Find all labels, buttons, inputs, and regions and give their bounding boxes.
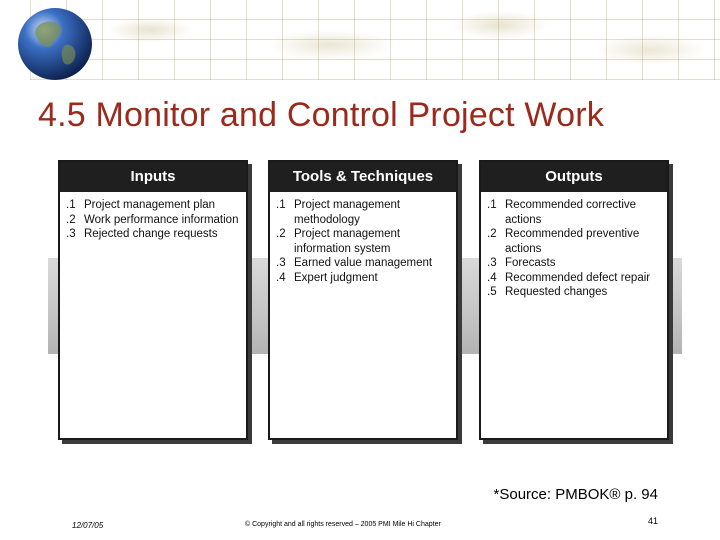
- source-citation: *Source: PMBOK® p. 94: [493, 486, 658, 503]
- list-item: .4 Expert judgment: [276, 271, 378, 284]
- list-item: .3 Rejected change requests: [66, 228, 218, 240]
- list-item: .1 Project management methodology: [276, 199, 401, 226]
- list-item: .3 Forecasts: [487, 257, 556, 269]
- outputs-heading: Outputs: [481, 162, 667, 192]
- list-item: .1 Recommended corrective actions: [487, 199, 637, 226]
- globe-icon: [9, 5, 101, 83]
- list-item: .2 Project management information system: [276, 228, 401, 255]
- footer-date: 12/07/05: [72, 521, 104, 530]
- tools-techniques-heading: Tools & Techniques: [270, 162, 456, 192]
- world-map-banner: [30, 0, 720, 80]
- footer-copyright: © Copyright and all rights reserved – 2005 PMI Mile Hi Chapter: [245, 521, 441, 528]
- list-item: .2 Work performance information: [66, 213, 239, 226]
- list-item: .5 Requested changes: [487, 286, 608, 298]
- list-item: .3 Earned value management: [276, 257, 433, 269]
- list-item: .4 Recommended defect repair: [487, 271, 651, 284]
- inputs-panel: [58, 160, 248, 440]
- slide-title: 4.5 Monitor and Control Project Work: [38, 96, 604, 134]
- list-item: .2 Recommended preventive actions: [487, 228, 640, 255]
- inputs-heading: Inputs: [60, 162, 246, 192]
- list-item: .1 Project management plan: [66, 199, 216, 211]
- outputs-panel: [479, 160, 669, 440]
- page-number: 41: [648, 516, 659, 526]
- tools-techniques-panel: [268, 160, 458, 440]
